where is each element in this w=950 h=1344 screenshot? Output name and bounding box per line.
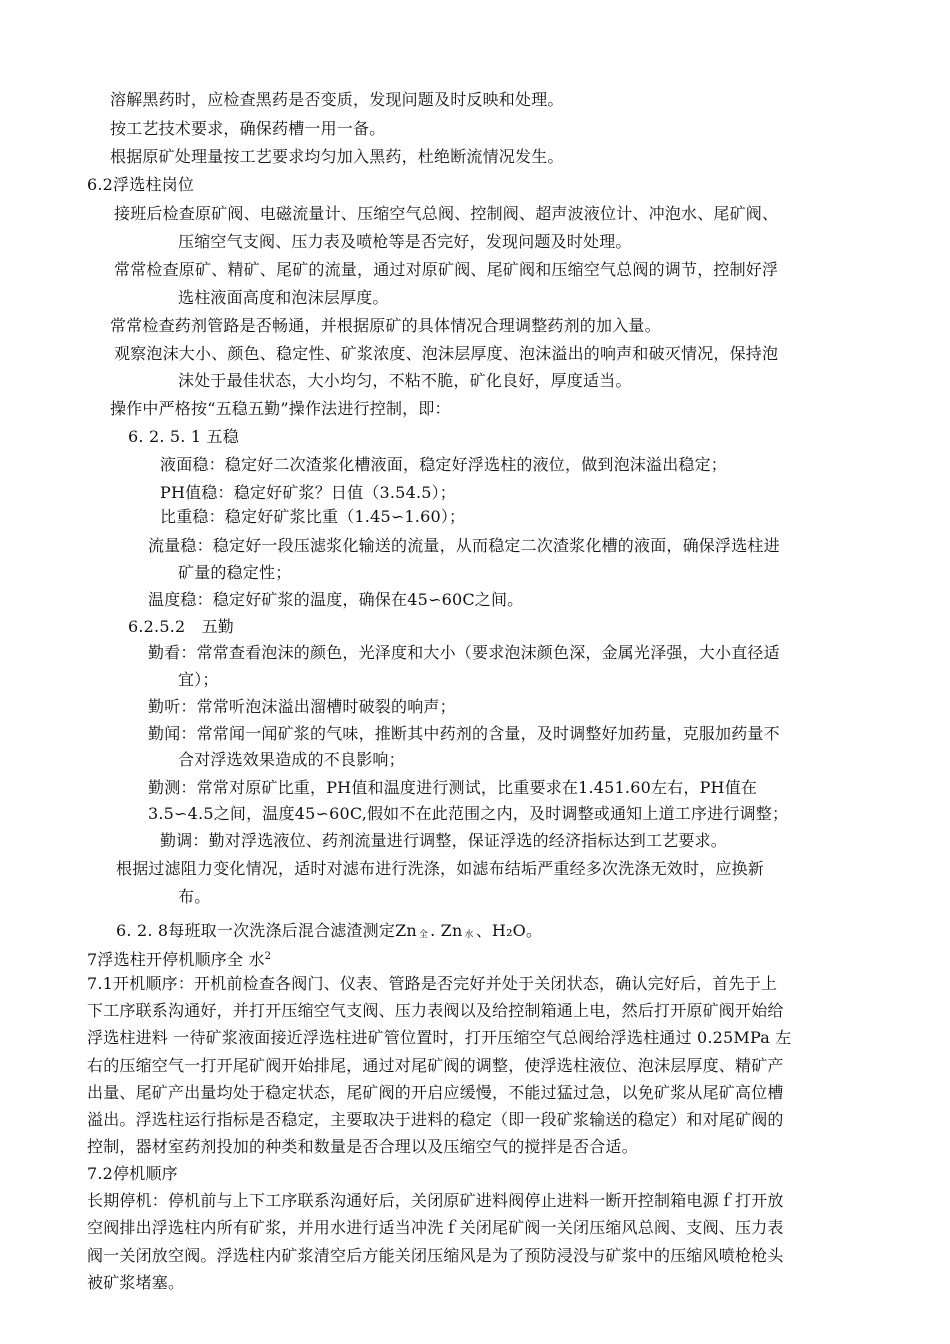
text-line: 出量、尾矿产出量均处于稳定状态，尾矿阀的开启应缓慢，不能过猛过急，以免矿浆从尾矿高位槽	[87, 1083, 784, 1102]
text-line: 勤闻：常常闻一闻矿浆的气味，推断其中药剂的含量，及时调整好加药量，克服加药量不	[148, 724, 780, 743]
text-line: 选柱液面高度和泡沫层厚度。	[178, 288, 389, 307]
text-line: 按工艺技术要求，确保药槽一用一备。	[110, 119, 386, 138]
text-line: 宜）；	[178, 670, 219, 689]
text-line: 比重稳：稳定好矿浆比重（1.45∽1.60）；	[160, 507, 466, 526]
text-line: 空阀排出浮选柱内所有矿浆，并用水进行适当冲洗ｆ关闭尾矿阀一关闭压缩风总阀、支阀、压力表	[87, 1218, 784, 1237]
text-line: 常常检查药剂管路是否畅通，并根据原矿的具体情况合理调整药剂的加入量。	[110, 316, 661, 335]
section-heading: 6.2浮选柱岗位	[87, 175, 195, 194]
text-line: 温度稳：稳定好矿浆的温度，确保在45∽60C之间。	[148, 590, 524, 609]
text-line: 溢出。浮选柱运行指标是否稳定，主要取决于进料的稳定（即一段矿浆输送的稳定）和对尾矿阀的	[87, 1110, 784, 1129]
text-line: 布。	[178, 887, 211, 906]
text-line: 长期停机：停机前与上下工序联系沟通好后，关闭原矿进料阀停止进料一断开控制箱电源ｆ打开放	[87, 1191, 784, 1210]
text-line: 勤调：勤对浮选液位、药剂流量进行调整，保证浮选的经济指标达到工艺要求。	[160, 831, 728, 850]
text-line: 沫处于最佳状态，大小均匀，不粘不脆，矿化良好，厚度适当。	[178, 371, 632, 390]
text-line: 根据原矿处理量按工艺要求均匀加入黑药，杜绝断流情况发生。	[110, 147, 564, 166]
text-line: 勤看：常常查看泡沫的颜色，光泽度和大小（要求泡沫颜色深，金属光泽强，大小直径适	[148, 643, 780, 662]
text-line: 溶解黑药时，应检查黑药是否变质，发现问题及时反映和处理。	[110, 90, 564, 109]
section-heading: 7.2停机顺序	[87, 1164, 178, 1183]
text-line: 浮选柱进料 一待矿浆液面接近浮选柱进矿管位置时，打开压缩空气总阀给浮选柱通过 0.25MPa 左	[87, 1028, 792, 1047]
text-line: 观察泡沫大小、颜色、稳定性、矿浆浓度、泡沫层厚度、泡沫溢出的响声和破灭情况，保持泡	[114, 344, 779, 363]
text-line: 阀一关闭放空阀。浮选柱内矿浆清空后方能关闭压缩风是为了预防浸没与矿浆中的压缩风喷枪枪头	[87, 1246, 784, 1265]
section-heading-7: 7浮选柱开停机顺序全 水$^2$	[87, 950, 272, 969]
text-line: 合对浮选效果造成的不良影响；	[178, 750, 405, 769]
text-line: 矿量的稳定性；	[178, 563, 292, 582]
text-line: 常常检查原矿、精矿、尾矿的流量，通过对原矿阀、尾矿阀和压缩空气总阀的调节，控制好浮	[114, 260, 779, 279]
text-line: 根据过滤阻力变化情况，适时对滤布进行洗涤，如滤布结垢严重经多次洗涤无效时，应换新	[116, 859, 765, 878]
text-line: 下工序联系沟通好，并打开压缩空气支阀、压力表阀以及给控制箱通上电，然后打开原矿阀开始给	[87, 1001, 784, 1020]
text-line: 控制，器材室药剂投加的种类和数量是否合理以及压缩空气的搅拌是否合适。	[87, 1137, 638, 1156]
text-line: 勤测：常常对原矿比重，PH值和温度进行测试，比重要求在1.451.60左右，PH值在	[148, 778, 758, 797]
text-line: 勤听：常常听泡沫溢出溜槽时破裂的响声；	[148, 697, 456, 716]
subsection-heading: 6.2.5.2 五勤	[128, 617, 234, 636]
subsection-heading: 6. 2. 5. 1 五稳	[128, 427, 239, 446]
text-line: 被矿浆堵塞。	[87, 1273, 185, 1292]
text-line-6-2-8: 6. 2. 8每班取一次洗涤后混合滤渣测定Zn 全 . Zn 水 、H₂O。	[116, 921, 543, 940]
text-line: 3.5∽4.5之间，温度45∽60C,假如不在此范围之内，及时调整或通知上道工序进行调整；	[148, 804, 789, 823]
text-line: 液面稳：稳定好二次渣浆化槽液面，稳定好浮选柱的液位，做到泡沫溢出稳定；	[160, 455, 728, 474]
text-line: 压缩空气支阀、压力表及喷枪等是否完好，发现问题及时处理。	[178, 232, 632, 251]
text-line: 接班后检查原矿阀、电磁流量计、压缩空气总阀、控制阀、超声波液位计、冲泡水、尾矿阀、	[114, 204, 779, 223]
text-line: 操作中严格按“五稳五勤”操作法进行控制，即：	[110, 399, 451, 418]
text-line: 流量稳：稳定好一段压滤浆化输送的流量，从而稳定二次渣浆化槽的液面，确保浮选柱进	[148, 536, 780, 555]
text-line: 右的压缩空气一打开尾矿阀开始排尾，通过对尾矿阀的调整，使浮选柱液位、泡沫层厚度、精矿产	[87, 1056, 784, 1075]
text-line: 7.1开机顺序：开机前检查各阀门、仪表、管路是否完好并处于关闭状态，确认完好后，首先于上	[87, 974, 778, 993]
text-line: PH值稳：稳定好矿浆？日值（3.54.5）；	[160, 483, 457, 502]
